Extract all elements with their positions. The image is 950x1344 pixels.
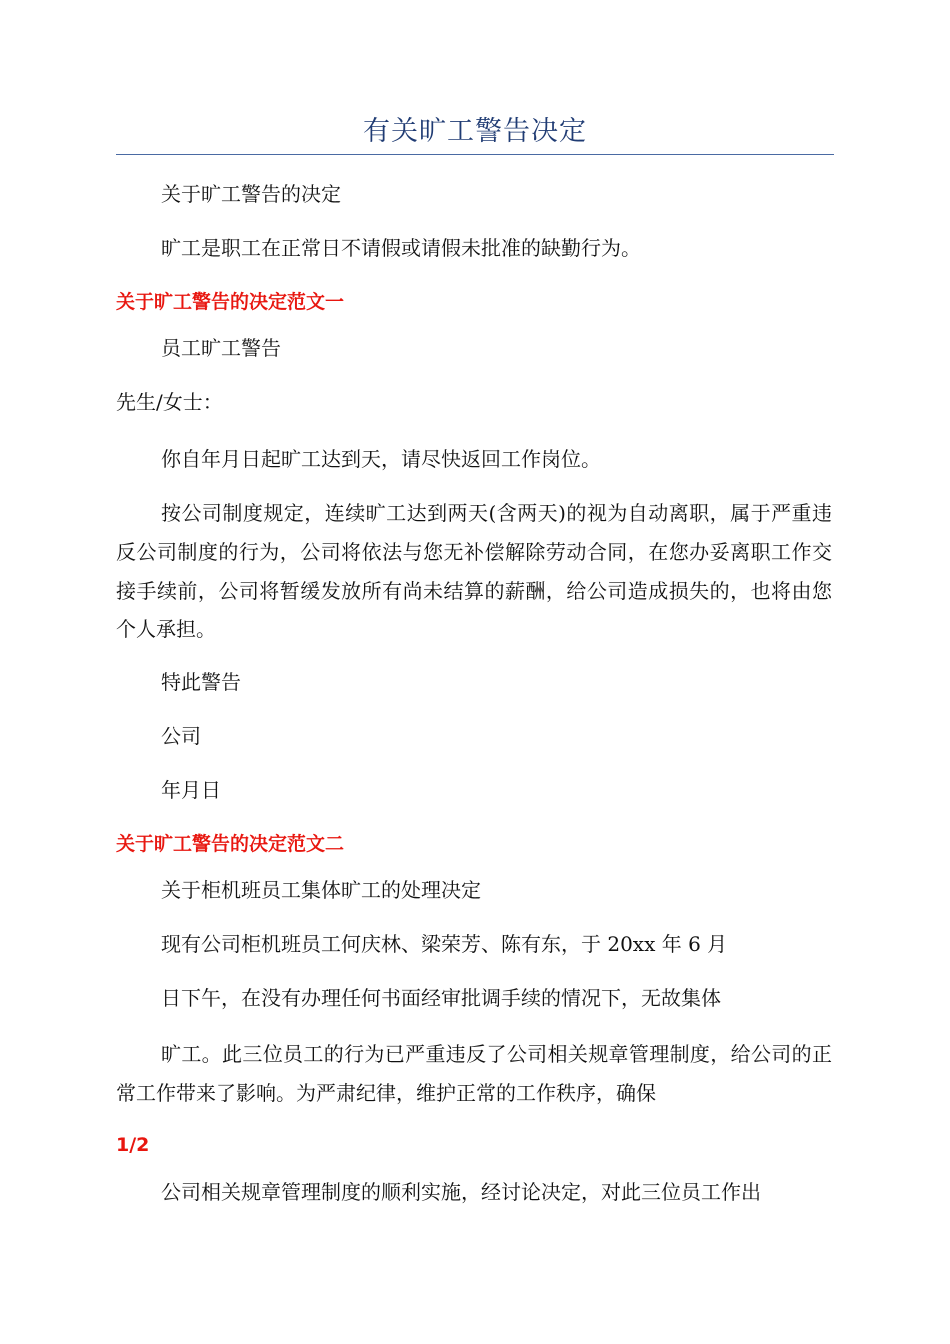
intro-line-1: 关于旷工警告的决定 (161, 182, 341, 206)
page-marker: 1/2 (116, 1134, 150, 1156)
document-title: 有关旷工警告决定 (363, 116, 587, 147)
closing-line: 特此警告 (161, 670, 241, 694)
section1-paragraph-1: 你自年月日起旷工达到天，请尽快返回工作岗位。 (161, 447, 601, 471)
section2-subject: 关于柜机班员工集体旷工的处理决定 (161, 878, 481, 902)
section2-paragraph: 旷工。此三位员工的行为已严重违反了公司相关规章管理制度，给公司的正常工作带来了影响。为严肃纪律，维护正常的工作秩序，确保 (116, 1042, 832, 1105)
company-line: 公司 (161, 724, 201, 748)
section-heading-2: 关于旷工警告的决定范文二 (116, 833, 345, 855)
section-heading-1: 关于旷工警告的决定范文一 (116, 291, 345, 313)
continued-line: 公司相关规章管理制度的顺利实施，经讨论决定，对此三位员工作出 (161, 1180, 761, 1204)
section1-paragraph-2: 按公司制度规定，连续旷工达到两天(含两天)的视为自动离职，属于严重违反公司制度的行为，公司将依法与您无补偿解除劳动合同，在您办妥离职工作交接手续前，公司将暂缓发放所有尚未结算的薪酬，给公司造成损失的，也将由您个人承担。 (116, 501, 832, 642)
section2-line-2: 日下午，在没有办理任何书面经审批调手续的情况下，无故集体 (161, 986, 721, 1010)
intro-line-2: 旷工是职工在正常日不请假或请假未批准的缺勤行为。 (161, 236, 641, 260)
salutation: 先生/女士： (116, 390, 223, 414)
title-underline (116, 154, 834, 155)
section1-subject: 员工旷工警告 (161, 336, 281, 360)
section2-line-1: 现有公司柜机班员工何庆林、梁荣芳、陈有东，于 20xx 年 6 月 (161, 932, 728, 956)
date-line: 年月日 (161, 778, 221, 802)
